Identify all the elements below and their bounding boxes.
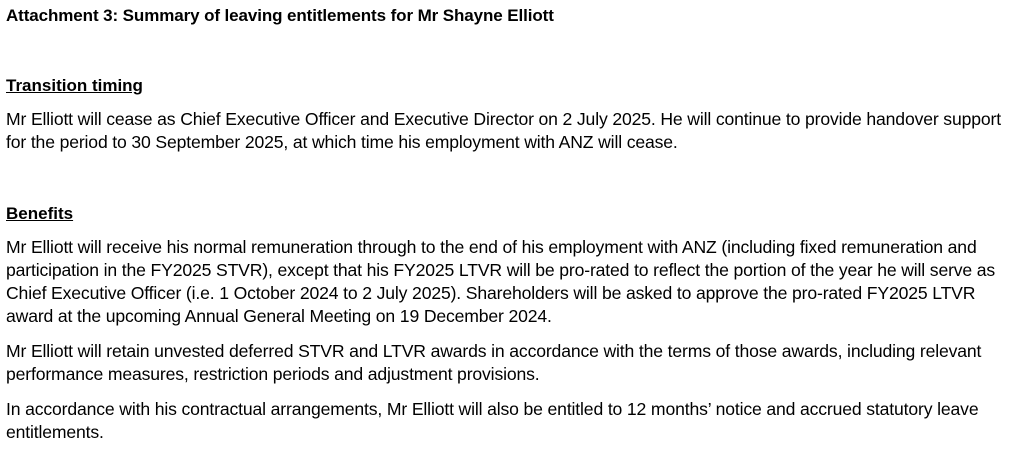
benefits-paragraph-unvested-awards: Mr Elliott will retain unvested deferred STVR and LTVR awards in accordance with the terms of those awards, including relevant performance measures, restriction periods and adjustment provisions. xyxy=(6,341,982,384)
document-title: Attachment 3: Summary of leaving entitlements for Mr Shayne Elliott xyxy=(6,6,554,25)
section-heading-benefits: Benefits xyxy=(6,204,74,223)
section-heading-transition-timing: Transition timing xyxy=(6,76,143,95)
transition-timing-paragraph: Mr Elliott will cease as Chief Executive Officer and Executive Director on 2 July 2025. He will continue to provide handover support for the period to 30 September 2025, at which time his employment with ANZ will cease. xyxy=(6,109,1001,152)
benefits-paragraph-remuneration: Mr Elliott will receive his normal remuneration through to the end of his employment with ANZ (including fixed remuneration and participation in the FY2025 STVR), except that his FY2025 LTVR will be pro-rated to reflect the portion of the year he will serve as Chief Executive Officer (i.e. 1 October 2024 to 2 July 2025). Shareholders will be asked to approve the pro-rated FY2025 LTVR award at the upcoming Annual General Meeting on 19 December 2024. xyxy=(6,237,996,326)
benefits-paragraph-notice: In accordance with his contractual arrangements, Mr Elliott will also be entitled to 12 months’ notice and accrued statutory leave entitlements. xyxy=(6,399,979,442)
